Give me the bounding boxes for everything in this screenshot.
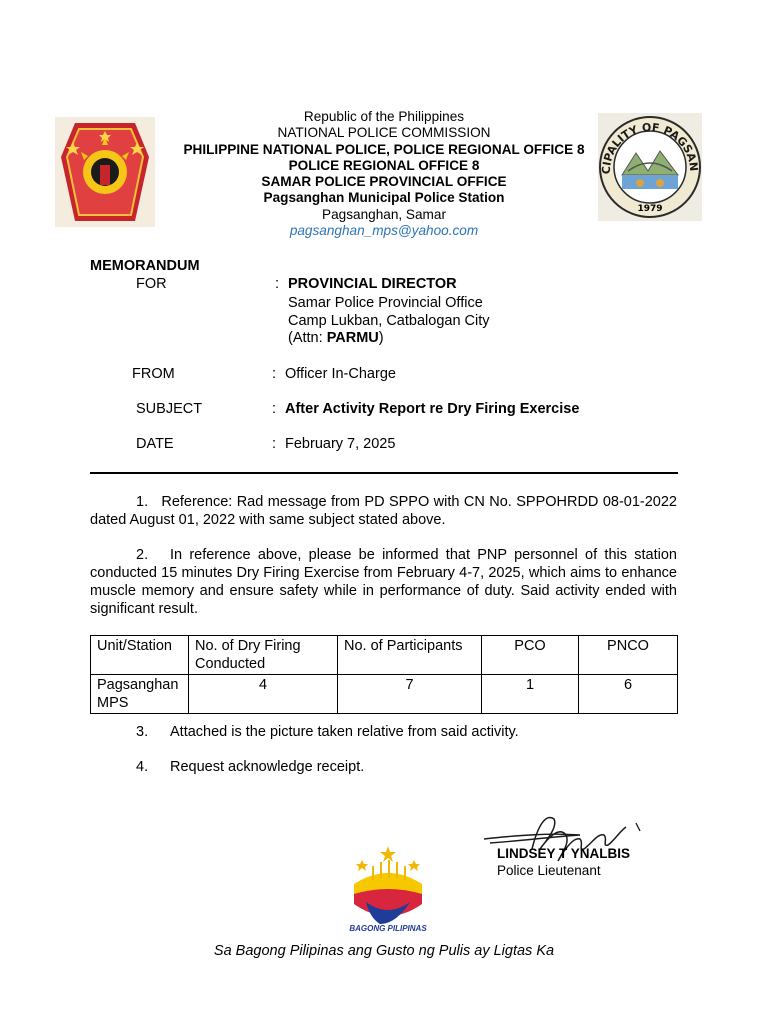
header-pnp: PHILIPPINE NATIONAL POLICE, POLICE REGIONAL OFFICE 8	[183, 141, 585, 157]
for-line2: Samar Police Provincial Office	[288, 295, 483, 311]
subject-label: SUBJECT	[136, 401, 203, 417]
attn-value: PARMU	[326, 330, 379, 346]
table-cell-dry-firing: 4	[189, 675, 338, 714]
header-republic: Republic of the Philippines	[303, 109, 465, 124]
subject-colon: :	[272, 401, 277, 417]
table-header-cell: No. of Participants	[338, 636, 482, 675]
from-colon: :	[272, 366, 277, 382]
header-email-link[interactable]: pagsanghan_mps@yahoo.com	[289, 223, 479, 239]
for-label: FOR	[136, 276, 167, 292]
date-colon: :	[272, 436, 277, 452]
table-cell-pco: 1	[482, 675, 579, 714]
memo-title: MEMORANDUM	[90, 258, 200, 274]
attn-line	[288, 330, 384, 346]
date-label: DATE	[136, 436, 174, 452]
header-pro8: POLICE REGIONAL OFFICE 8	[288, 157, 480, 173]
table-row	[91, 675, 678, 714]
seal-year: 1979	[637, 204, 663, 214]
table-header-cell: Unit/Station	[91, 636, 189, 675]
paragraph-4: Request acknowledge receipt.	[170, 759, 365, 775]
table-header-cell: No. of Dry Firing Conducted	[189, 636, 338, 675]
header-napolcom: NATIONAL POLICE COMMISSION	[277, 125, 491, 141]
bagong-pilipinas-logo	[336, 844, 440, 936]
table-cell-pnco: 6	[579, 675, 678, 714]
from-label: FROM	[132, 366, 175, 382]
signatory-rank: Police Lieutenant	[497, 863, 601, 878]
pagsanghan-seal-logo	[598, 113, 702, 221]
bagong-pilipinas-text: BAGONG PILIPINAS	[349, 924, 427, 933]
header-divider	[90, 472, 678, 474]
table-header-cell: PNCO	[579, 636, 678, 675]
paragraph-2: 2. In reference above, please be informed that PNP personnel of this station conducted 15 minutes Dry Firing Exercise from February 4-7, 2025, which aims to enhance muscle memory and ensure safety while in performance of duty. Said activity ended with significant result.	[90, 547, 677, 617]
from-value: Officer In-Charge	[285, 366, 396, 382]
paragraph-3: Attached is the picture taken relative from said activity.	[170, 724, 519, 740]
table-header-cell: PCO	[482, 636, 579, 675]
seal-arc-text: CIPALITY OF PAGSAN	[599, 120, 701, 175]
dry-firing-table	[90, 635, 678, 714]
date-value: February 7, 2025	[285, 436, 396, 452]
paragraph-3-number: 3.	[136, 724, 149, 740]
for-colon: :	[275, 276, 280, 292]
table-cell-unit: Pagsanghan MPS	[91, 675, 189, 714]
signatory-name: LINDSEY T YNALBIS	[497, 846, 631, 861]
paragraph-1: 1. Reference: Rad message from PD SPPO with CN No. SPPOHRDD 08-01-2022 dated August 01, 2022 with same subject stated above.	[90, 494, 677, 528]
for-line3: Camp Lukban, Catbalogan City	[288, 313, 490, 329]
table-header-row	[91, 636, 678, 675]
letterhead	[160, 109, 608, 239]
for-value: PROVINCIAL DIRECTOR	[288, 276, 457, 292]
attn-suffix: )	[378, 330, 384, 346]
header-station: Pagsanghan Municipal Police Station	[263, 190, 505, 206]
header-address: Pagsanghan, Samar	[322, 206, 446, 222]
paragraph-4-number: 4.	[136, 759, 149, 775]
subject-value: After Activity Report re Dry Firing Exercise	[285, 401, 580, 417]
header-sppo: SAMAR POLICE PROVINCIAL OFFICE	[261, 174, 507, 190]
attn-prefix: (Attn:	[288, 330, 327, 346]
pnp-seal-logo	[55, 117, 155, 227]
footer-slogan: Sa Bagong Pilipinas ang Gusto ng Pulis ay Ligtas Ka	[213, 943, 555, 959]
table-cell-participants: 7	[338, 675, 482, 714]
